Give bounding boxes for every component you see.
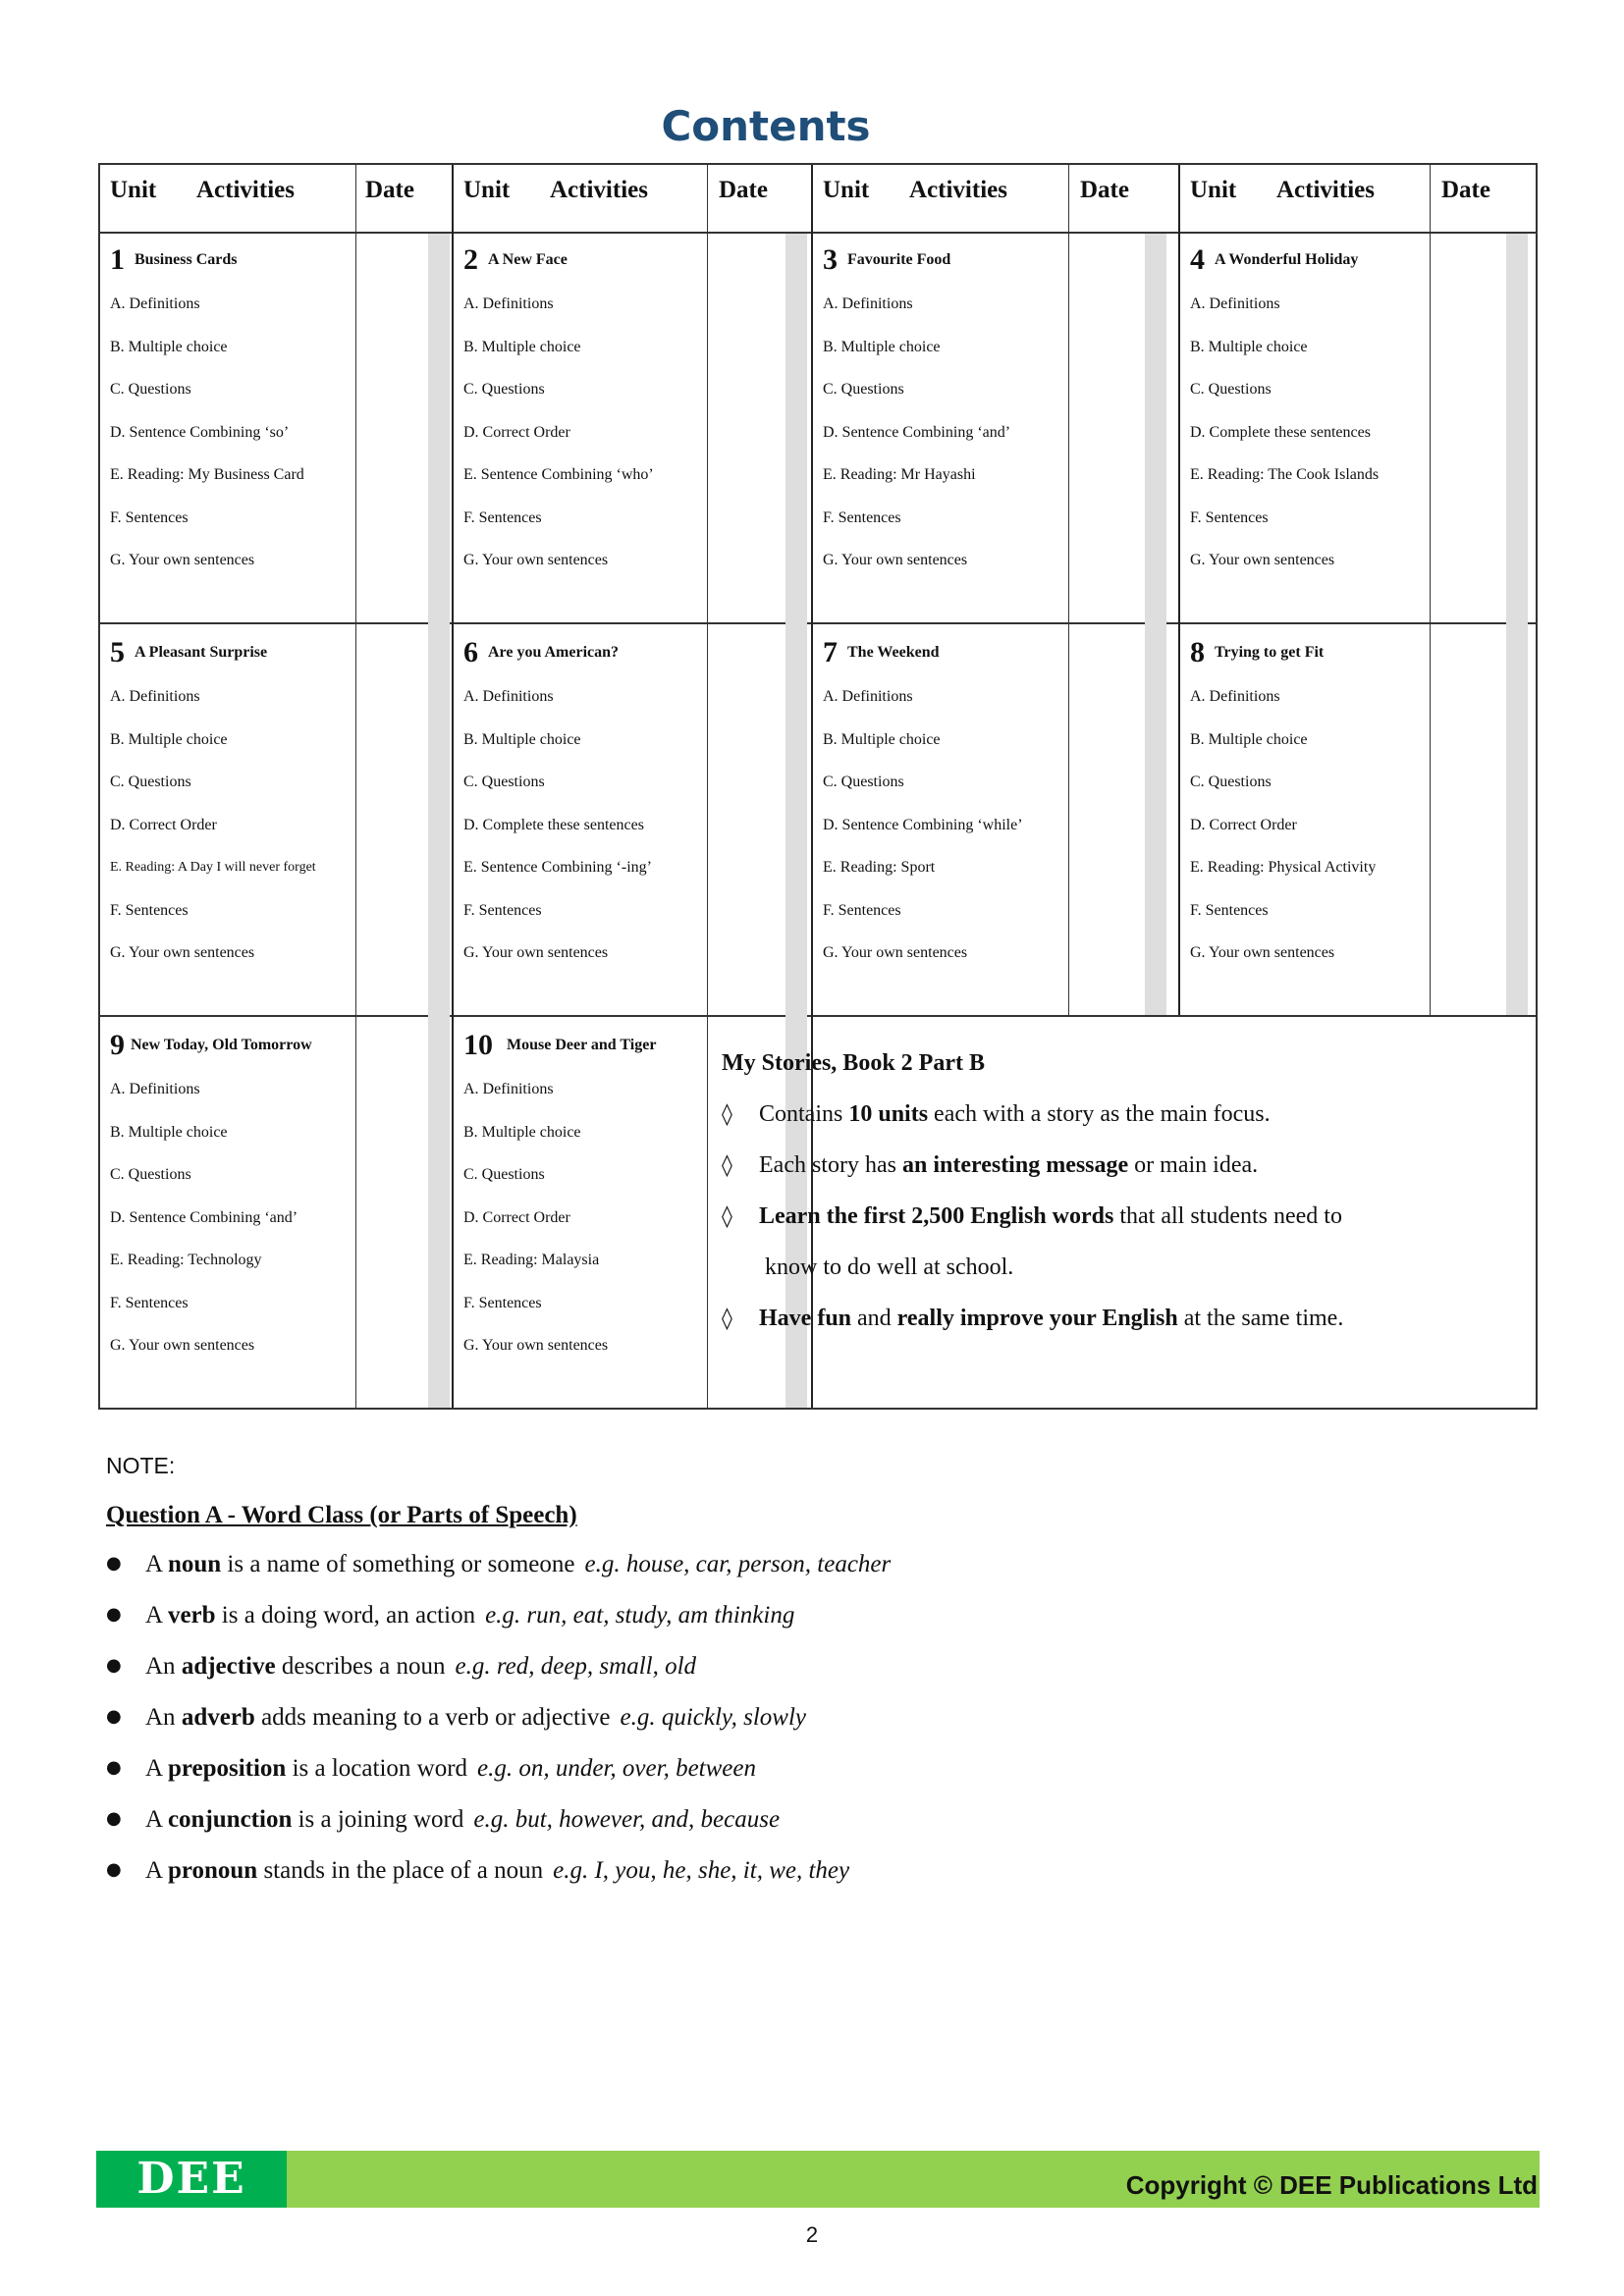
unit-8 xyxy=(1190,636,1376,987)
promo-line xyxy=(722,1203,1342,1230)
activity-item: B. Multiple choice xyxy=(823,730,941,748)
activity-item: B. Multiple choice xyxy=(1190,730,1308,748)
unit-number: 3 xyxy=(823,243,838,276)
unit-5 xyxy=(110,636,316,987)
activity-item: F. Sentences xyxy=(463,508,542,526)
activity-item: F. Sentences xyxy=(110,508,189,526)
list-item xyxy=(106,1653,891,1704)
promo-text: and xyxy=(851,1306,897,1331)
copyright-text: Copyright © DEE Publications Ltd xyxy=(1125,2170,1538,2200)
header-activities-3: Activities xyxy=(909,177,1007,203)
bullet-icon: ● xyxy=(106,1655,122,1676)
activity-item: F. Sentences xyxy=(110,1294,189,1311)
activity-item: C. Questions xyxy=(463,1166,545,1183)
divider xyxy=(1430,165,1431,1015)
diamond-bullet-icon: ◊ xyxy=(722,1102,732,1127)
bullet-icon: ● xyxy=(106,1553,122,1574)
activity-item: A. Definitions xyxy=(1190,295,1280,312)
bullet-icon: ● xyxy=(106,1757,122,1778)
wc-example: e.g. I, you, he, she, it, we, they xyxy=(553,1857,850,1884)
list-item xyxy=(106,1704,891,1755)
unit-name: New Today, Old Tomorrow xyxy=(131,1037,312,1053)
activity-item: E. Reading: Technology xyxy=(110,1252,262,1268)
divider xyxy=(707,165,708,1408)
wc-term: preposition xyxy=(167,1755,287,1782)
unit-name: Business Cards xyxy=(135,251,238,268)
promo-title: My Stories, Book 2 Part B xyxy=(722,1050,985,1076)
activity-item: D. Sentence Combining ‘and’ xyxy=(823,423,1011,441)
activity-item: G. Your own sentences xyxy=(463,944,609,961)
bullet-icon: ● xyxy=(106,1859,122,1880)
wc-pre: A xyxy=(145,1602,168,1629)
wc-term: adverb xyxy=(181,1704,255,1731)
header-unit-3: Unit xyxy=(823,177,870,203)
page-number: 2 xyxy=(805,2222,819,2247)
promo-line xyxy=(722,1306,1343,1332)
wc-example: e.g. run, eat, study, am thinking xyxy=(485,1602,795,1629)
activity-item: G. Your own sentences xyxy=(110,552,255,568)
divider xyxy=(1178,165,1180,1015)
unit-number: 4 xyxy=(1190,243,1205,276)
activity-item: E. Reading: Malaysia xyxy=(463,1252,600,1268)
wc-pre: An xyxy=(145,1704,182,1731)
activity-item: G. Your own sentences xyxy=(823,944,968,961)
wc-example: e.g. on, under, over, between xyxy=(477,1755,756,1782)
promo-text: that all students need to xyxy=(1113,1203,1342,1229)
activity-item: B. Multiple choice xyxy=(110,338,228,355)
activity-item: F. Sentences xyxy=(823,508,901,526)
unit-7 xyxy=(823,636,1023,987)
activity-item: E. Reading: Mr Hayashi xyxy=(823,466,976,483)
wc-desc: adds meaning to a verb or adjective xyxy=(254,1704,611,1731)
promo-text: each with a story as the main focus. xyxy=(928,1101,1271,1127)
date-column-shade xyxy=(1145,234,1166,1015)
activity-item: C. Questions xyxy=(463,381,545,398)
activity-item: E. Sentence Combining ‘-ing’ xyxy=(463,859,652,876)
wc-desc: is a location word xyxy=(286,1755,468,1782)
unit-name: Are you American? xyxy=(488,644,620,661)
diamond-bullet-icon: ◊ xyxy=(722,1307,732,1331)
activity-item: D. Sentence Combining ‘and’ xyxy=(110,1208,298,1226)
header-date-3: Date xyxy=(1080,177,1129,203)
wc-desc: is a joining word xyxy=(292,1806,464,1833)
header-activities-4: Activities xyxy=(1276,177,1375,203)
book-promo-box xyxy=(722,1011,1537,1406)
promo-line xyxy=(722,1152,1258,1179)
unit-3 xyxy=(823,243,1010,594)
list-item xyxy=(106,1551,891,1602)
unit-number: 6 xyxy=(463,636,478,668)
wc-term: verb xyxy=(167,1602,216,1629)
activity-item: D. Sentence Combining ‘while’ xyxy=(823,816,1023,833)
activity-item: E. Sentence Combining ‘who’ xyxy=(463,466,654,483)
activity-item: C. Questions xyxy=(823,381,904,398)
activity-item: G. Your own sentences xyxy=(823,552,968,568)
note-label: NOTE: xyxy=(106,1453,176,1478)
activity-item: F. Sentences xyxy=(1190,901,1269,919)
bullet-icon: ● xyxy=(106,1808,122,1829)
bullet-icon: ● xyxy=(106,1604,122,1625)
date-column-shade xyxy=(428,234,450,1408)
question-a-heading: Question A - Word Class (or Parts of Speech) xyxy=(106,1502,577,1528)
unit-6 xyxy=(463,636,652,987)
unit-name: A New Face xyxy=(488,251,568,268)
activity-item: D. Correct Order xyxy=(1190,816,1297,833)
page-title: Contents xyxy=(661,102,871,150)
promo-bold: an interesting message xyxy=(901,1152,1129,1178)
wc-example: e.g. quickly, slowly xyxy=(620,1704,807,1731)
promo-text: or main idea. xyxy=(1128,1152,1259,1178)
header-activities-2: Activities xyxy=(550,177,648,203)
list-item xyxy=(106,1755,891,1806)
wc-desc: stands in the place of a noun xyxy=(257,1857,544,1884)
activity-item: F. Sentences xyxy=(463,1294,542,1311)
promo-bold: Learn the first 2,500 English words xyxy=(759,1203,1114,1229)
bullet-icon: ● xyxy=(106,1706,122,1727)
activity-item: D. Sentence Combining ‘so’ xyxy=(110,423,290,441)
wc-desc: is a doing word, an action xyxy=(215,1602,476,1629)
wc-desc: is a name of something or someone xyxy=(221,1551,575,1577)
divider xyxy=(355,165,356,1408)
wc-pre: A xyxy=(145,1857,168,1884)
unit-10 xyxy=(463,1029,656,1379)
diamond-bullet-icon: ◊ xyxy=(722,1204,732,1229)
activity-item: B. Multiple choice xyxy=(463,730,581,748)
wc-pre: An xyxy=(145,1653,182,1680)
promo-text: Each story has xyxy=(759,1152,902,1178)
diamond-bullet-icon: ◊ xyxy=(722,1153,732,1178)
divider xyxy=(452,165,454,1408)
header-activities-1: Activities xyxy=(196,177,295,203)
promo-line: know to do well at school. xyxy=(765,1255,1014,1280)
activity-item: B. Multiple choice xyxy=(110,1123,228,1141)
activity-item: D. Correct Order xyxy=(463,423,570,441)
unit-number: 5 xyxy=(110,636,125,668)
header-unit-1: Unit xyxy=(110,177,157,203)
unit-number: 10 xyxy=(463,1029,493,1061)
activity-item: F. Sentences xyxy=(1190,508,1269,526)
activity-item: A. Definitions xyxy=(110,295,200,312)
activity-item: F. Sentences xyxy=(110,901,189,919)
activity-item: A. Definitions xyxy=(463,1081,554,1097)
wc-term: noun xyxy=(167,1551,222,1577)
dee-logo: DEE xyxy=(96,2151,287,2208)
header-date-2: Date xyxy=(719,177,768,203)
activity-item: G. Your own sentences xyxy=(463,1337,609,1354)
unit-4 xyxy=(1190,243,1379,594)
unit-2 xyxy=(463,243,654,594)
activity-item: D. Correct Order xyxy=(110,816,217,833)
activity-item: D. Complete these sentences xyxy=(463,816,644,833)
promo-text: at the same time. xyxy=(1177,1306,1344,1331)
unit-1 xyxy=(110,243,304,594)
wc-term: adjective xyxy=(181,1653,276,1680)
activity-item: E. Reading: My Business Card xyxy=(110,466,304,483)
unit-number: 2 xyxy=(463,243,478,276)
unit-name: The Weekend xyxy=(847,644,940,661)
list-item xyxy=(106,1806,891,1857)
wc-example: e.g. house, car, person, teacher xyxy=(584,1551,892,1577)
header-date-1: Date xyxy=(365,177,414,203)
word-class-list xyxy=(106,1551,891,1908)
table-header-row xyxy=(100,165,1536,234)
unit-name: Mouse Deer and Tiger xyxy=(507,1037,657,1053)
wc-pre: A xyxy=(145,1806,168,1833)
wc-pre: A xyxy=(145,1551,168,1577)
unit-number: 9 xyxy=(110,1029,125,1061)
activity-item: E. Reading: Sport xyxy=(823,859,936,876)
activity-item: B. Multiple choice xyxy=(463,1123,581,1141)
activity-item: A. Definitions xyxy=(463,295,554,312)
activity-item: G. Your own sentences xyxy=(1190,552,1335,568)
list-item xyxy=(106,1602,891,1653)
activity-item: D. Complete these sentences xyxy=(1190,423,1371,441)
activity-item: B. Multiple choice xyxy=(110,730,228,748)
activity-item: G. Your own sentences xyxy=(110,944,255,961)
activity-item: D. Correct Order xyxy=(463,1208,570,1226)
unit-number: 7 xyxy=(823,636,838,668)
activity-item: C. Questions xyxy=(1190,381,1272,398)
unit-number: 1 xyxy=(110,243,125,276)
activity-item: B. Multiple choice xyxy=(823,338,941,355)
promo-bold: Have fun xyxy=(759,1306,852,1331)
activity-item: A. Definitions xyxy=(110,1081,200,1097)
promo-bold: really improve your English xyxy=(896,1306,1178,1331)
footer-bar xyxy=(96,2151,1540,2208)
unit-name: Favourite Food xyxy=(847,251,951,268)
activity-item: G. Your own sentences xyxy=(110,1337,255,1354)
activity-item: G. Your own sentences xyxy=(463,552,609,568)
activity-item: A. Definitions xyxy=(823,295,913,312)
activity-item: C. Questions xyxy=(110,1166,191,1183)
activity-item: C. Questions xyxy=(110,774,191,790)
promo-text: Contains xyxy=(759,1101,849,1127)
activity-item: E. Reading: The Cook Islands xyxy=(1190,466,1380,483)
wc-desc: describes a noun xyxy=(275,1653,446,1680)
activity-item: A. Definitions xyxy=(823,688,913,705)
activity-item: F. Sentences xyxy=(823,901,901,919)
wc-term: pronoun xyxy=(167,1857,258,1884)
activity-item: E. Reading: A Day I will never forget xyxy=(110,860,316,875)
activity-item: B. Multiple choice xyxy=(1190,338,1308,355)
wc-example: e.g. red, deep, small, old xyxy=(455,1653,697,1680)
activity-item: A. Definitions xyxy=(463,688,554,705)
unit-name: A Wonderful Holiday xyxy=(1215,251,1359,268)
date-column-shade xyxy=(1506,234,1528,1015)
wc-example: e.g. but, however, and, because xyxy=(473,1806,781,1833)
header-unit-2: Unit xyxy=(463,177,511,203)
divider xyxy=(1068,165,1069,1015)
unit-name: A Pleasant Surprise xyxy=(135,644,268,661)
unit-name: Trying to get Fit xyxy=(1215,644,1325,661)
activity-item: B. Multiple choice xyxy=(463,338,581,355)
activity-item: F. Sentences xyxy=(463,901,542,919)
list-item xyxy=(106,1857,891,1908)
wc-term: conjunction xyxy=(167,1806,293,1833)
activity-item: E. Reading: Physical Activity xyxy=(1190,859,1377,876)
unit-9 xyxy=(110,1029,312,1379)
activity-item: C. Questions xyxy=(823,774,904,790)
wc-pre: A xyxy=(145,1755,168,1782)
activity-item: A. Definitions xyxy=(1190,688,1280,705)
activity-item: C. Questions xyxy=(110,381,191,398)
activity-item: C. Questions xyxy=(1190,774,1272,790)
activity-item: C. Questions xyxy=(463,774,545,790)
promo-bold: 10 units xyxy=(848,1101,929,1127)
activity-item: G. Your own sentences xyxy=(1190,944,1335,961)
header-unit-4: Unit xyxy=(1190,177,1237,203)
unit-number: 8 xyxy=(1190,636,1205,668)
header-date-4: Date xyxy=(1441,177,1490,203)
promo-line xyxy=(722,1101,1271,1128)
activity-item: A. Definitions xyxy=(110,688,200,705)
